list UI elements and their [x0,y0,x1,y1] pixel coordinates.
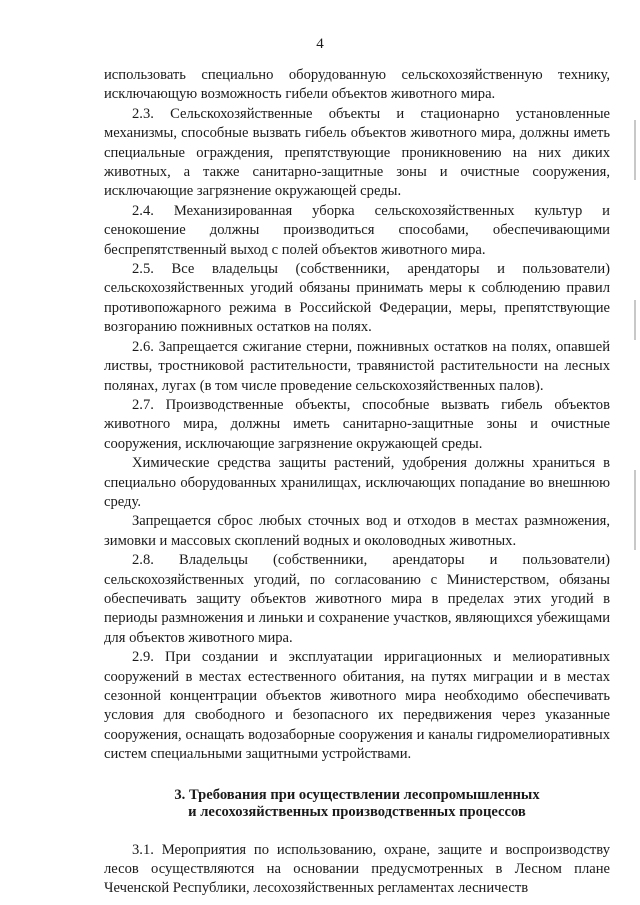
paragraph: 2.3. Сельскохозяйственные объекты и стационарно установленные механизмы, способные вызвать гибель объектов животного мира, должны иметь специальные ограждения, препятствующие проникновению на них диких животных, а также санитарно-защитные зоны и очистные сооружения, исключающие загрязнение окружающей среды. [104,105,610,200]
paragraph: 2.9. При создании и эксплуатации ирригационных и мелиоративных сооружений в местах естественного обитания, на путях миграции и в местах сезонной концентрации объектов животного мира необходимо обеспечивать условия для свободного и безопасного их передвижения через указанные сооружения, оснащать водозаборные сооружения и каналы гидромелиоративных систем специальными защитными устройствами. [104,649,610,763]
section-heading-line-2: и лесохозяйственных производственных процессов [188,803,526,820]
paragraph: 2.4. Механизированная уборка сельскохозяйственных культур и сенокошение должны производиться способами, обеспечивающими беспрепятственный выход с полей объектов животного мира. [104,202,610,258]
paragraph: Запрещается сброс любых сточных вод и отходов в местах размножения, зимовки и массовых скоплений водных и околоводных животных. [104,513,610,549]
paragraph: Химические средства защиты растений, удобрения должны храниться в специально оборудованных хранилищах, исключающих попадание во внешнюю среду. [104,455,610,510]
paragraph: 2.6. Запрещается сжигание стерни, пожнивных остатков на полях, опавшей листвы, тростниковой растительности, травянистой растительности на лесных полянах, лугах (в том числе проведение сельскохозяйственных палов). [104,338,610,394]
section-heading-line-1: 3. Требования при осуществлении лесопромышленных [174,786,540,803]
scan-edge-mark [634,470,636,550]
paragraph: 3.1. Мероприятия по использованию, охране, защите и воспроизводству лесов осуществляются на основании предусмотренных в Лесном плане Чеченской Республики, лесохозяйственных регламентах лесничеств [104,841,610,897]
document-body [104,66,610,899]
scan-edge-mark [634,300,636,340]
paragraph: 2.5. Все владельцы (собственники, арендаторы и пользователи) сельскохозяйственных угодий обязаны принимать меры к соблюдению правил противопожарного режима в Российской Федерации, меры, препятствующие возгоранию пожнивных остатков на полях. [104,261,610,336]
section-3-heading [104,787,610,821]
section-3-text [104,841,610,899]
page-number: 4 [316,36,324,52]
paragraph: 2.8. Владельцы (собственники, арендаторы и пользователи) сельскохозяйственных угодий, по согласованию с Министерством, обязаны обеспечивать защиту объектов животного мира в пределах этих угодий в периоды размножения и линьки и сохранение участков, являющихся убежищами для объектов животного мира. [104,552,610,646]
scan-edge-mark [634,120,636,180]
section-2-text [104,66,610,765]
paragraph: использовать специально оборудованную сельскохозяйственную технику, исключающую возможность гибели объектов животного мира. [104,67,610,103]
paragraph: 2.7. Производственные объекты, способные вызвать гибель объектов животного мира, должны иметь санитарно-защитные зоны и очистные сооружения, исключающие загрязнение окружающей среды. [104,396,610,452]
